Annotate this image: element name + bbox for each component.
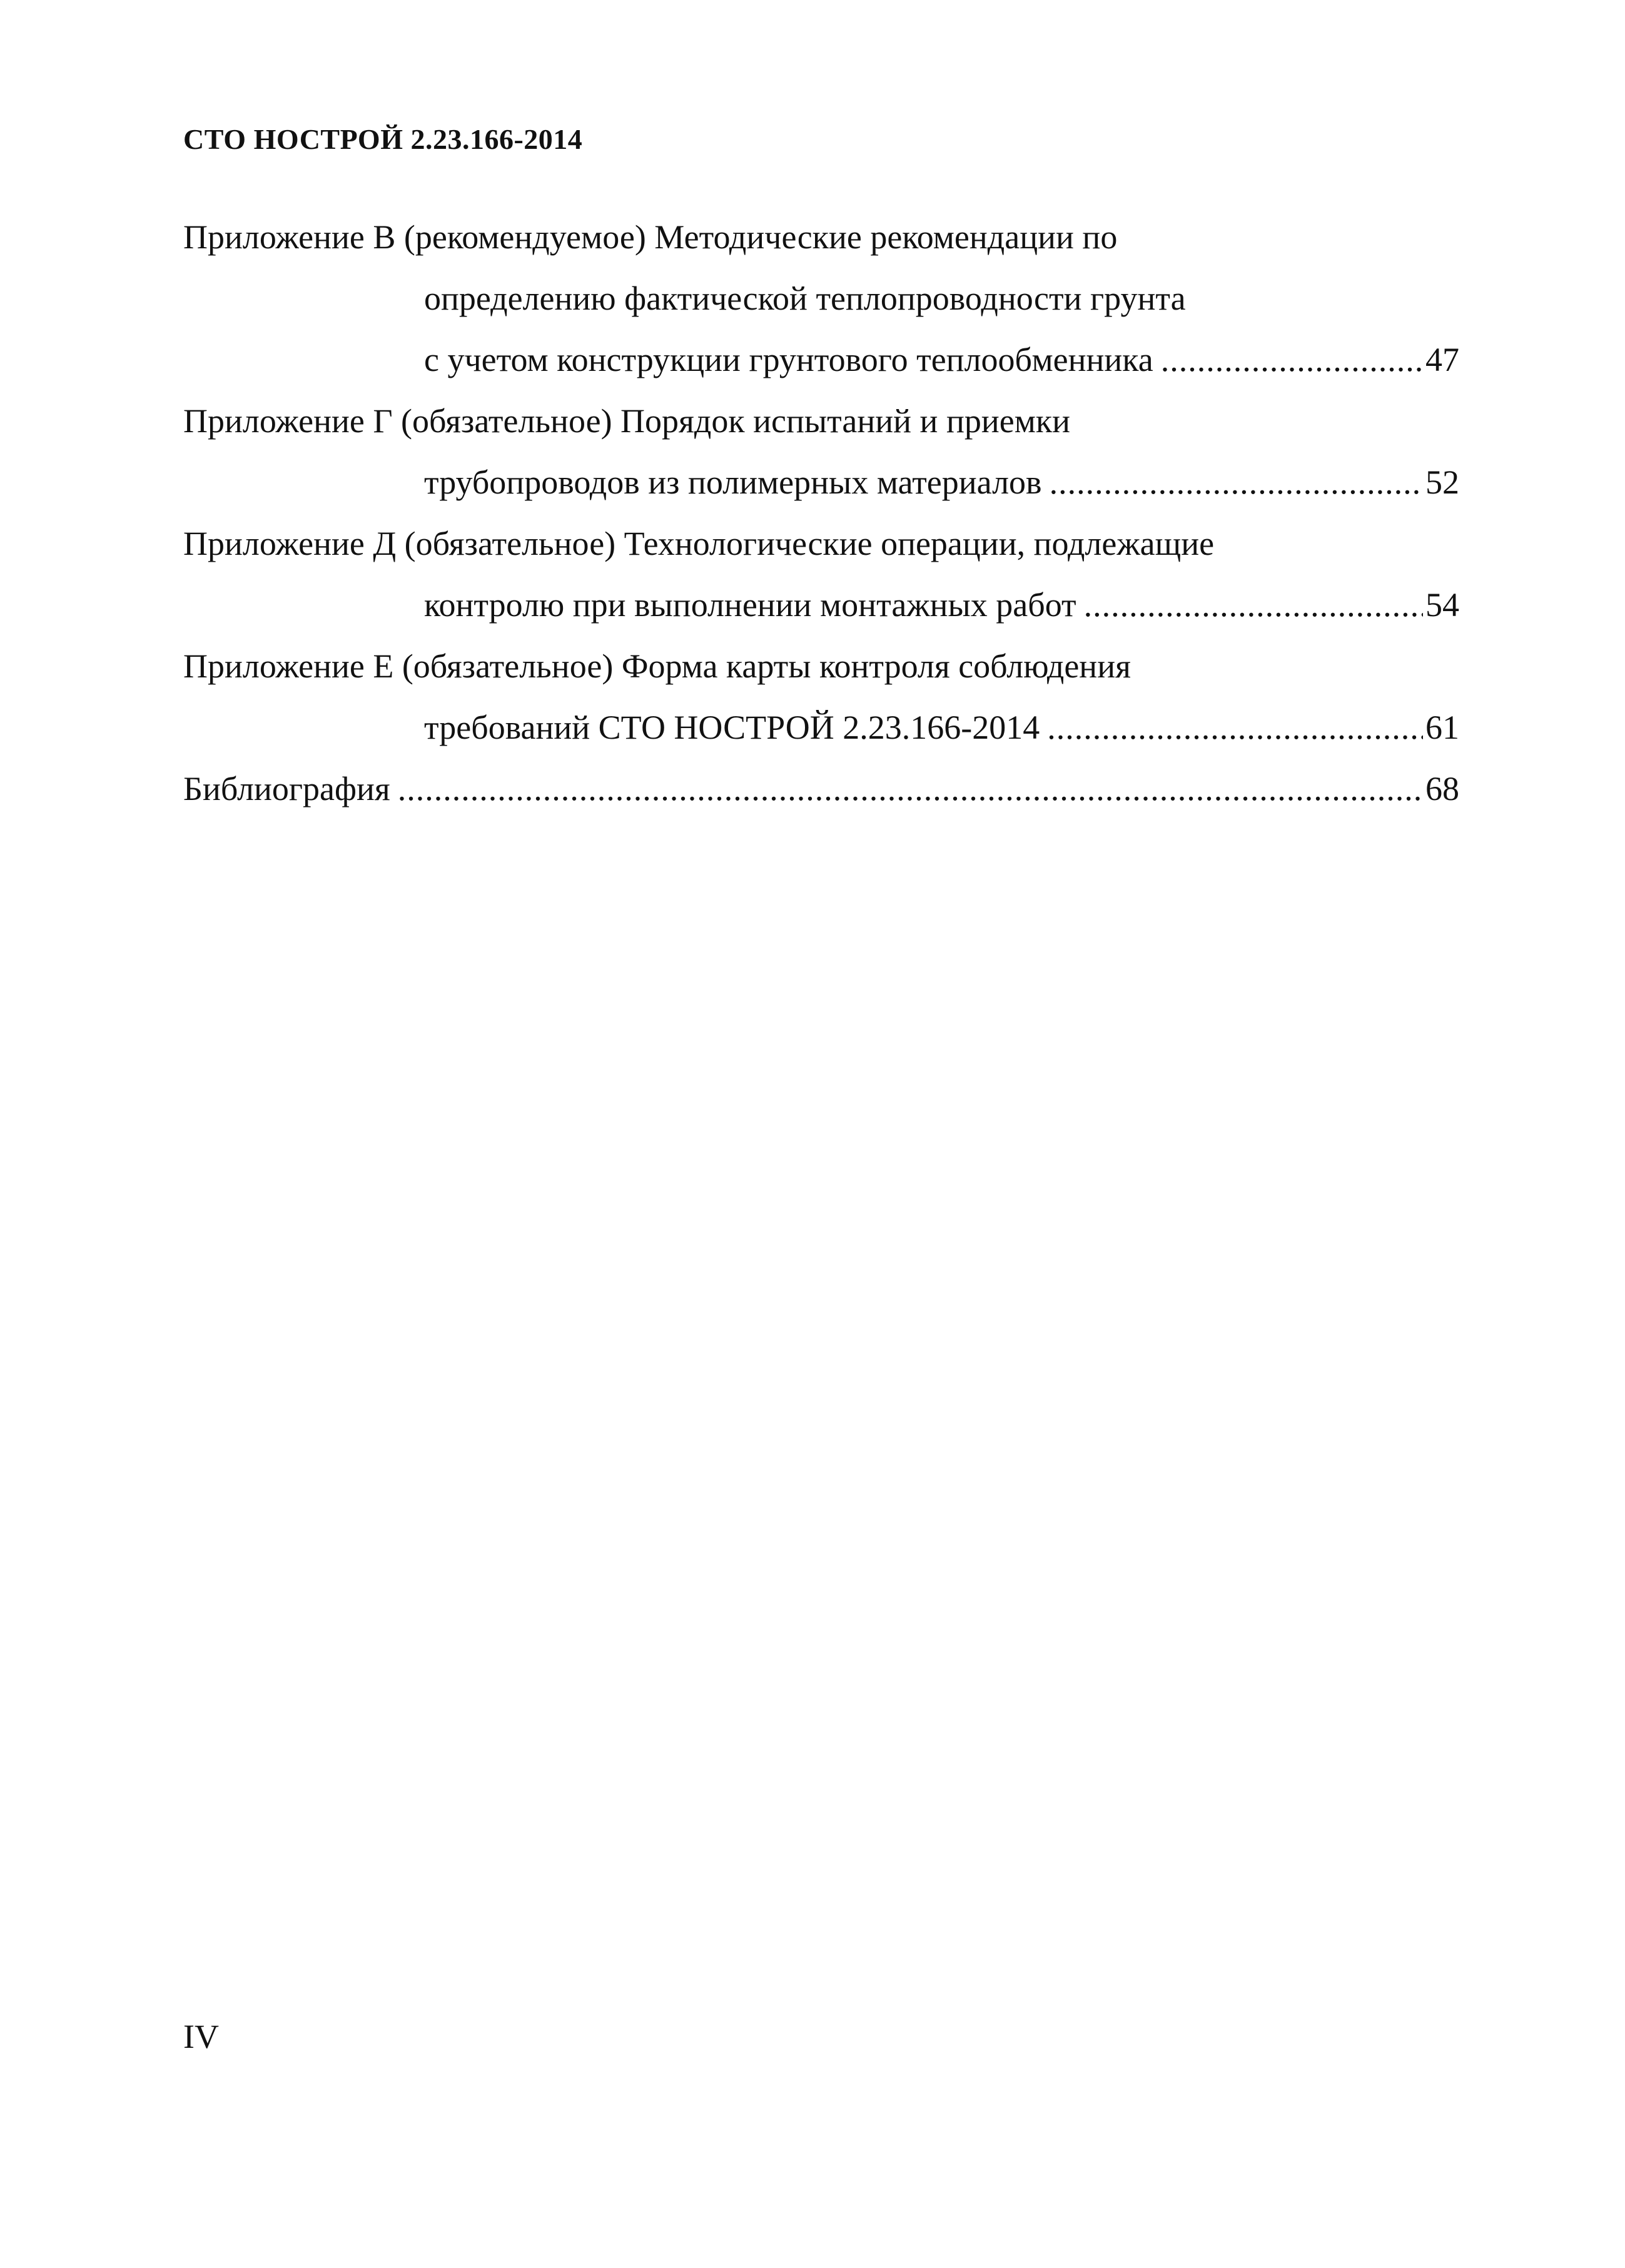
- toc-dot-leader: [1047, 697, 1423, 758]
- toc-entry-text: Приложение Д (обязательное) Технологические операции, подлежащие: [183, 525, 1215, 562]
- toc-entry-appendix-e-line-2[interactable]: [183, 697, 1459, 758]
- toc-entry-text: Приложение Е (обязательное) Форма карты контроля соблюдения: [183, 647, 1131, 685]
- toc-dot-leader: [398, 758, 1423, 819]
- toc-page-number: 47: [1425, 341, 1459, 378]
- toc-entry-text: Приложение В (рекомендуемое) Методические рекомендации по: [183, 218, 1118, 256]
- toc-entry-appendix-v-line-1[interactable]: [183, 206, 1459, 268]
- toc-entry-appendix-v-line-3[interactable]: [183, 329, 1459, 390]
- toc-entry-appendix-d-line-1[interactable]: [183, 513, 1459, 574]
- toc-page-number: 68: [1425, 770, 1459, 807]
- toc-dot-leader: [1050, 452, 1423, 513]
- document-code-header: СТО НОСТРОЙ 2.23.166-2014: [183, 123, 583, 155]
- toc-entry-text: Приложение Г (обязательное) Порядок испытаний и приемки: [183, 402, 1071, 440]
- toc-dot-leader: [1084, 574, 1423, 635]
- toc-entry-text: Библиография: [183, 770, 390, 807]
- toc-entry-text: требований СТО НОСТРОЙ 2.23.166-2014: [424, 709, 1040, 746]
- page-number-footer: IV: [183, 2018, 219, 2055]
- table-of-contents: [183, 206, 1459, 819]
- toc-entry-appendix-d-line-2[interactable]: [183, 574, 1459, 635]
- toc-entry-text: контролю при выполнении монтажных работ: [424, 586, 1076, 624]
- toc-entry-bibliography[interactable]: [183, 758, 1459, 819]
- toc-entry-appendix-g-line-1[interactable]: [183, 390, 1459, 452]
- toc-entry-appendix-v-line-2[interactable]: [183, 268, 1459, 329]
- toc-entry-text: определению фактической теплопроводности грунта: [424, 280, 1186, 317]
- toc-page-number: 61: [1425, 709, 1459, 746]
- toc-entry-text: трубопроводов из полимерных материалов: [424, 463, 1042, 501]
- toc-entry-appendix-e-line-1[interactable]: [183, 635, 1459, 697]
- toc-page-number: 52: [1425, 463, 1459, 501]
- toc-entry-text: с учетом конструкции грунтового теплообменника: [424, 341, 1153, 378]
- toc-page-number: 54: [1425, 586, 1459, 624]
- toc-entry-appendix-g-line-2[interactable]: [183, 452, 1459, 513]
- toc-dot-leader: [1161, 329, 1423, 390]
